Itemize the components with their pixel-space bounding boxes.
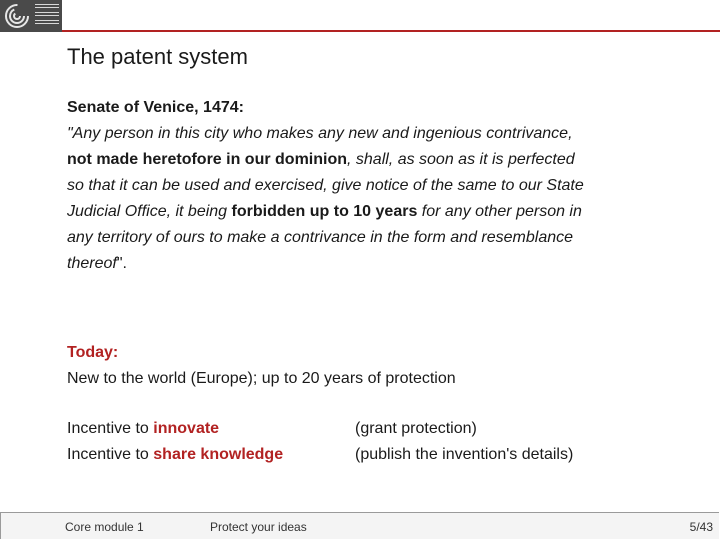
quote-part-3: for any other person in any territory of ours to make a contrivance in the form and resemblance thereof <box>67 203 582 272</box>
quote-heading: Senate of Venice, 1474: <box>67 99 244 116</box>
incentive-highlight: share knowledge <box>153 446 284 463</box>
incentive-item <box>67 442 283 468</box>
incentive-highlight: innovate <box>153 420 220 437</box>
quote-emphasis-2: forbidden up to 10 years <box>231 203 418 220</box>
page-number: 5/43 <box>689 520 713 534</box>
epo-spiral-icon <box>4 3 30 29</box>
quote-part-4: ". <box>116 255 127 272</box>
slide-footer <box>0 512 719 539</box>
incentive-prefix: Incentive to <box>67 420 154 437</box>
incentive-list <box>67 416 283 468</box>
incentive-note: (grant protection) <box>355 420 477 437</box>
quote-emphasis-1: not made heretofore in our dominion <box>67 151 347 168</box>
slide-title: The patent system <box>67 44 248 69</box>
footer-module: Core module 1 <box>65 520 144 534</box>
incentive-notes <box>355 416 573 468</box>
quote-text <box>67 121 587 277</box>
epo-logo <box>0 0 62 32</box>
today-block <box>67 340 456 392</box>
incentive-item <box>67 416 283 442</box>
incentive-prefix: Incentive to <box>67 446 154 463</box>
logo-text-lines <box>35 4 59 26</box>
today-label: Today: <box>67 344 119 361</box>
header-rule <box>62 30 720 32</box>
today-text: New to the world (Europe); up to 20 years of protection <box>67 370 456 387</box>
incentive-note: (publish the invention's details) <box>355 446 574 463</box>
venice-quote <box>67 95 587 277</box>
footer-topic: Protect your ideas <box>210 520 307 534</box>
quote-part-2: , shall, as soon as it is perfected so that it can be used and exercised, give notice of the same to our State Judicial Office, it being <box>67 151 584 220</box>
quote-part-1: "Any person in this city who makes any new and ingenious contrivance, <box>67 125 573 142</box>
